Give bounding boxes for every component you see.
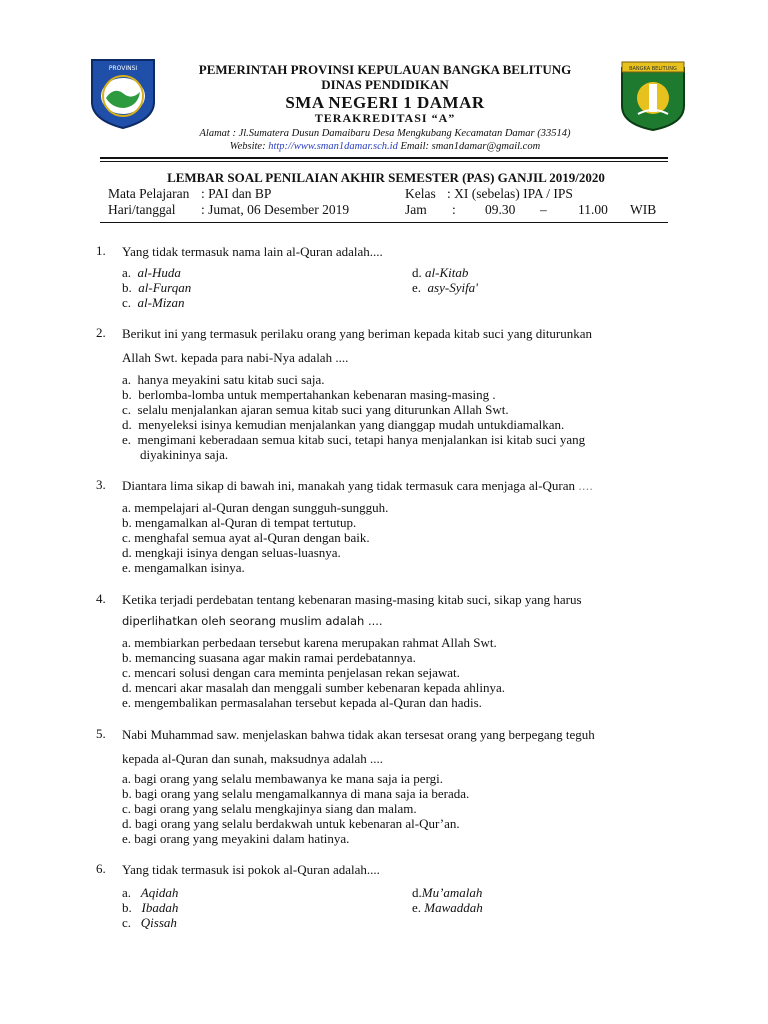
option-a[interactable]: a. hanya meyakini satu kitab suci saja. — [122, 372, 325, 387]
class-label: Kelas — [405, 186, 436, 201]
question-text: Yang tidak termasuk isi pokok al-Quran adalah.... — [122, 862, 380, 877]
question-number: 5. — [96, 726, 106, 741]
time-label: Jam — [405, 202, 427, 217]
question-text: Nabi Muhammad saw. menjelaskan bahwa tidak akan tersesat orang yang berpegang teguh — [122, 727, 595, 742]
question-text: Yang tidak termasuk nama lain al-Quran adalah.... — [122, 244, 383, 259]
option-d[interactable]: d. al-Kitab — [412, 265, 469, 280]
question-text-cont: diperlihatkan oleh seorang muslim adalah .... — [122, 614, 383, 628]
date-label: Hari/tanggal — [108, 202, 176, 217]
header-government: PEMERINTAH PROVINSI KEPULAUAN BANGKA BELITUNG — [198, 62, 572, 77]
question-number: 2. — [96, 325, 106, 340]
option-d[interactable]: d. menyeleksi isinya kemudian menjalankan yang dianggap mudah untukdiamalkan. — [122, 417, 565, 432]
question-text: Ketika terjadi perdebatan tentang kebenaran masing-masing kitab suci, sikap yang harus — [122, 592, 582, 607]
school-address: Alamat : Jl.Sumatera Dusun Damaibaru Desa Mengkubang Kecamatan Damar (33514) — [199, 128, 571, 139]
option-a[interactable]: a. al-Huda — [122, 265, 181, 280]
option-a[interactable]: a. mempelajari al-Quran dengan sungguh-sungguh. — [122, 500, 389, 515]
info-divider — [100, 222, 668, 223]
school-name: SMA NEGERI 1 DAMAR — [285, 93, 485, 112]
option-b[interactable]: b. mengamalkan al-Quran di tempat tertutup. — [122, 515, 357, 530]
header-divider-thin — [100, 161, 668, 162]
website-label: Website: — [229, 141, 269, 152]
website-link[interactable]: http://www.sman1damar.sch.id — [268, 141, 398, 152]
option-e[interactable]: e. mengembalikan permasalahan tersebut kepada al-Quran dan hadis. — [122, 695, 482, 710]
province-logo — [88, 58, 158, 130]
question-2 — [96, 325, 678, 465]
option-d[interactable]: d. bagi orang yang selalu berdakwah untuk kebenaran al-Qur’an. — [122, 816, 460, 831]
question-number: 6. — [96, 861, 106, 876]
time-colon: : — [452, 202, 456, 217]
date-value: : Jumat, 06 Desember 2019 — [201, 202, 350, 217]
question-text-cont: Allah Swt. kepada para nabi-Nya adalah .... — [122, 350, 349, 365]
option-d[interactable]: d.Mu’amalah — [412, 885, 483, 900]
question-5 — [96, 726, 678, 851]
question-text: Diantara lima sikap di bawah ini, manakah yang tidak termasuk cara menjaga al-Quran .... — [122, 478, 593, 493]
option-b[interactable]: b. memancing suasana agar makin ramai perdebatannya. — [122, 650, 416, 665]
question-1 — [96, 243, 678, 313]
header-department: DINAS PENDIDIKAN — [321, 77, 449, 92]
header-divider — [100, 157, 668, 159]
svg-text:PROVINSI: PROVINSI — [108, 65, 138, 72]
question-4 — [96, 591, 678, 711]
question-text-cont: kepada al-Quran dan sunah, maksudnya adalah .... — [122, 751, 383, 766]
question-number: 1. — [96, 243, 106, 258]
option-a[interactable]: a. Aqidah — [122, 885, 179, 900]
option-b[interactable]: b. al-Furqan — [122, 280, 192, 295]
question-number: 4. — [96, 591, 106, 606]
question-6 — [96, 861, 678, 936]
email-address: sman1damar@gmail.com — [431, 141, 541, 152]
option-b[interactable]: b. bagi orang yang selalu mengamalkannya di mana saja ia berada. — [122, 786, 470, 801]
exam-title: LEMBAR SOAL PENILAIAN AKHIR SEMESTER (PAS) GANJIL 2019/2020 — [167, 170, 605, 185]
email-label: Email: — [397, 141, 432, 152]
option-c[interactable]: c. bagi orang yang selalu mengkajinya siang dan malam. — [122, 801, 417, 816]
class-value: : XI (sebelas) IPA / IPS — [447, 186, 573, 201]
option-c[interactable]: c. selalu menjalankan ajaran semua kitab suci yang diturunkan Allah Swt. — [122, 402, 509, 417]
option-b[interactable]: b. berlomba-lomba untuk mempertahankan kebenaran masing-masing . — [122, 387, 496, 402]
time-zone: WIB — [630, 202, 657, 217]
option-d[interactable]: d. mencari akar masalah dan menggali sumber kebenaran kepada ahlinya. — [122, 680, 505, 695]
option-c[interactable]: c. menghafal semua ayat al-Quran dengan baik. — [122, 530, 370, 545]
option-e[interactable]: e. mengamalkan isinya. — [122, 560, 245, 575]
question-text: Berikut ini yang termasuk perilaku orang yang beriman kepada kitab suci yang diturunkan — [122, 326, 593, 341]
subject-value: : PAI dan BP — [201, 186, 272, 201]
accreditation: TERAKREDITASI “A” — [314, 111, 456, 125]
option-e-cont: diyakininya saja. — [140, 447, 229, 462]
school-contact — [140, 141, 630, 152]
question-3 — [96, 477, 678, 577]
option-c[interactable]: c. al-Mizan — [122, 295, 185, 310]
svg-text:BANGKA BELITUNG: BANGKA BELITUNG — [629, 66, 677, 72]
option-c[interactable]: c. mencari solusi dengan cara meminta penjelasan rekan sejawat. — [122, 665, 460, 680]
option-c[interactable]: c. Qissah — [122, 915, 177, 930]
regency-logo — [618, 60, 688, 132]
question-number: 3. — [96, 477, 106, 492]
option-e[interactable]: e. mengimani keberadaan semua kitab suci, tetapi hanya menjalankan isi kitab suci yang — [122, 432, 586, 447]
option-e[interactable]: e. asy-Syifa' — [412, 280, 478, 295]
time-start: 09.30 — [485, 202, 516, 217]
option-e[interactable]: e. bagi orang yang meyakini dalam hatinya. — [122, 831, 350, 846]
option-b[interactable]: b. Ibadah — [122, 900, 179, 915]
option-a[interactable]: a. membiarkan perbedaan tersebut karena merupakan rahmat Allah Swt. — [122, 635, 497, 650]
option-d[interactable]: d. mengkaji isinya dengan seluas-luasnya. — [122, 545, 341, 560]
option-a[interactable]: a. bagi orang yang selalu membawanya ke mana saja ia pergi. — [122, 771, 444, 786]
option-e[interactable]: e. Mawaddah — [412, 900, 483, 915]
subject-label: Mata Pelajaran — [108, 186, 190, 201]
time-end: 11.00 — [578, 202, 608, 217]
time-dash: – — [540, 202, 547, 217]
